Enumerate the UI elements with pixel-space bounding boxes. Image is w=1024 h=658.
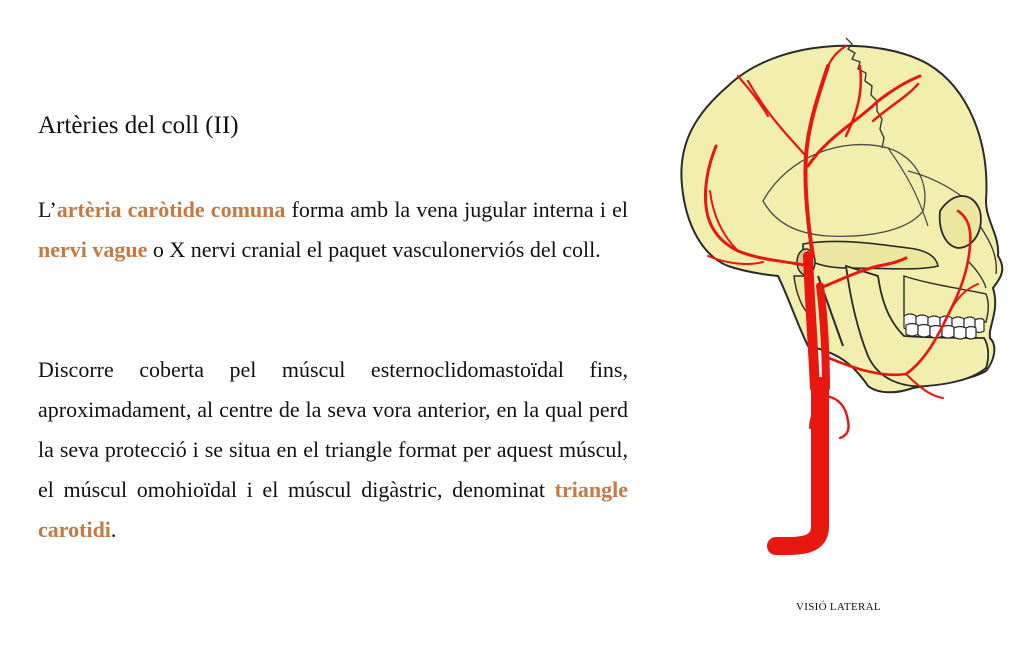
paragraph-text: Discorre coberta pel múscul esternoclidomastoïdal fins, aproximadament, al centre de la seva vora anterior, en la qual perd la seva protecció i se situa en el triangle format per aquest múscul, el múscul omohioïdal i el múscul digàstric, denominat [38,357,628,502]
paragraph-common-carotid [38,190,628,270]
orbit [940,196,981,248]
term-vagus-nerve: nervi vague [38,237,148,262]
superior-thyroid-artery [826,396,849,438]
figure-caption: VISIÓ LATERAL [796,601,881,613]
term-common-carotid-artery: artèria caròtide comuna [56,197,286,222]
paragraph-text: o X nervi cranial el paquet vasculonerviós del coll. [147,237,601,262]
paragraph-carotid-triangle [38,350,628,550]
paragraph-text: . [110,517,117,542]
page-title: Artèries del coll (II) [38,112,239,139]
paragraph-text: L’ [38,197,57,222]
external-carotid-artery [820,286,826,388]
term-carotid-triangle: triangle carotidi [38,477,628,542]
skull-arteries-illustration [668,26,1014,556]
common-carotid-artery [776,386,820,546]
paragraph-text: forma amb la vena jugular interna i el [285,197,628,222]
